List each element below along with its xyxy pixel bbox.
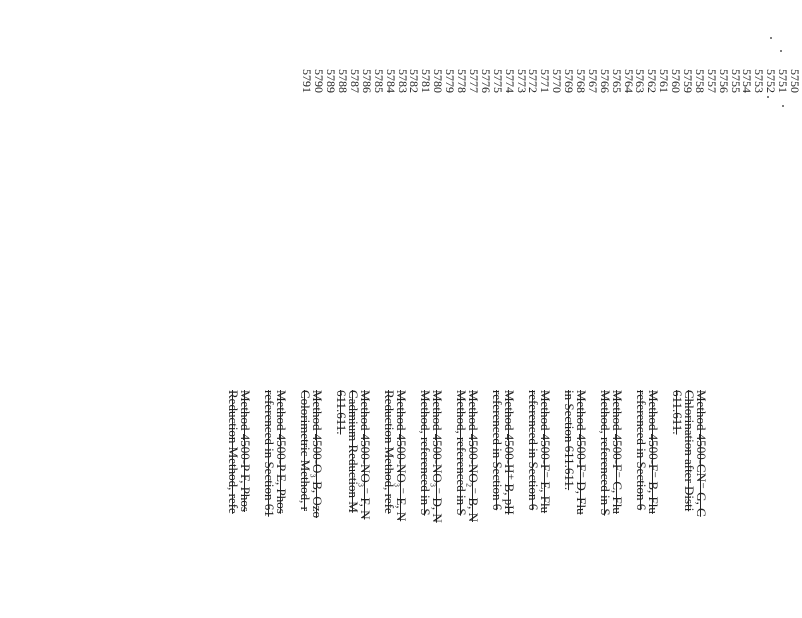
method-entry	[527, 390, 551, 618]
entry-line: Method 4500-H⁺ B, pH	[502, 390, 517, 515]
entry-line: Method 4500-NO₃⁻ D, N	[430, 390, 445, 523]
line-number: 5777	[466, 69, 481, 93]
line-number: 5782	[407, 69, 422, 93]
line-number: 5763	[633, 69, 648, 93]
scan-speck	[770, 37, 772, 39]
method-entry	[563, 390, 587, 618]
entry-line: Reduction Method, refe	[382, 390, 397, 514]
entry-line: Method 4500-F⁻ C, Flu	[610, 390, 625, 514]
line-number: 5785	[371, 69, 386, 93]
line-number: 5765	[609, 69, 624, 93]
method-entry	[335, 390, 371, 618]
entry-line: Chlorination after Disti	[682, 390, 697, 512]
line-number: 5787	[348, 69, 363, 93]
method-entry	[419, 390, 443, 618]
line-number: 5775	[490, 69, 505, 93]
line-number: 5766	[597, 69, 612, 93]
entry-line: Reduction Method, refe	[226, 390, 241, 514]
line-number: 5760	[669, 69, 684, 93]
entry-line: Method, referenced in S	[598, 390, 613, 516]
method-entry	[263, 390, 287, 618]
line-number: 5755	[728, 69, 743, 93]
entry-line: Method 4500-O₃ B, Ozo	[310, 390, 325, 519]
method-entry	[227, 390, 251, 618]
line-number: 5751	[776, 69, 791, 93]
entry-line: Method 4500-NO₃⁻ F, N	[358, 390, 373, 520]
line-number: 5778	[455, 69, 470, 93]
line-number: 5761	[657, 69, 672, 93]
line-number: 5771	[538, 69, 553, 93]
entry-line: referenced in Section 6	[634, 390, 649, 511]
line-number: 5750	[788, 69, 802, 93]
scan-speck	[782, 105, 784, 107]
line-number: 5754	[740, 69, 755, 93]
entry-line: Method, referenced in S	[418, 390, 433, 516]
line-number: 5791	[300, 69, 315, 93]
line-number: 5770	[550, 69, 565, 93]
line-number: 5772	[526, 69, 541, 93]
line-number: 5759	[680, 69, 695, 93]
line-number: 5764	[621, 69, 636, 93]
line-number: 5769	[562, 69, 577, 93]
line-number: 5786	[359, 69, 374, 93]
scan-speck	[780, 50, 782, 52]
line-number: 5774	[502, 69, 517, 93]
line-number: 5762	[645, 69, 660, 93]
line-number: 5776	[478, 69, 493, 93]
entry-line: Method, referenced in S	[454, 390, 469, 516]
line-number: 5758	[692, 69, 707, 93]
line-number: 5784	[383, 69, 398, 93]
method-entry	[599, 390, 623, 618]
method-entry	[491, 390, 515, 618]
line-number: 5773	[514, 69, 529, 93]
line-number: 5783	[395, 69, 410, 93]
entry-line: Method 4500-P F, Phos	[238, 390, 253, 512]
scan-speck	[767, 96, 769, 98]
method-entry	[299, 390, 323, 618]
entry-line: referenced in Section 6	[526, 390, 541, 511]
line-number: 5757	[704, 69, 719, 93]
line-number: 5768	[573, 69, 588, 93]
line-number: 5767	[585, 69, 600, 93]
entry-line: 611.611.	[670, 390, 685, 435]
entry-line: Method 4500-P E, Phos	[274, 390, 289, 514]
line-number: 5788	[336, 69, 351, 93]
entry-line: Method 4500-CN⁻ G, C	[694, 390, 709, 517]
entry-line: referenced in Section 61	[262, 390, 277, 517]
line-number: 5756	[716, 69, 731, 93]
method-entry	[383, 390, 407, 618]
entry-line: Cadmium Reduction M	[346, 390, 361, 513]
line-number: 5753	[752, 69, 767, 93]
entry-line: in Section 611.611.	[562, 390, 577, 491]
line-number: 5781	[419, 69, 434, 93]
entry-line: referenced in Section 6	[490, 390, 505, 511]
entry-line: Method 4500-F⁻ D, Flu	[574, 390, 589, 515]
line-number: 5780	[431, 69, 446, 93]
method-entry	[671, 390, 707, 618]
entry-line: Method 4500-NO₂⁻ B, N	[466, 390, 481, 522]
method-entry	[455, 390, 479, 618]
entry-line: 611.611.	[334, 390, 349, 435]
line-number: 5790	[312, 69, 327, 93]
entry-line: Method 4500-F⁻ B, Flu	[646, 390, 661, 514]
entry-line: Method 4500-F⁻ E, Flu	[538, 390, 553, 514]
line-number: 5752	[764, 69, 779, 93]
legislative-text-column	[215, 390, 707, 618]
line-number: 5789	[324, 69, 339, 93]
method-entry	[635, 390, 659, 618]
line-number: 5779	[443, 69, 458, 93]
entry-line: Colorimetric Method, r	[298, 390, 313, 511]
entry-line: Method 4500-NO₃⁻ E, N	[394, 390, 409, 522]
